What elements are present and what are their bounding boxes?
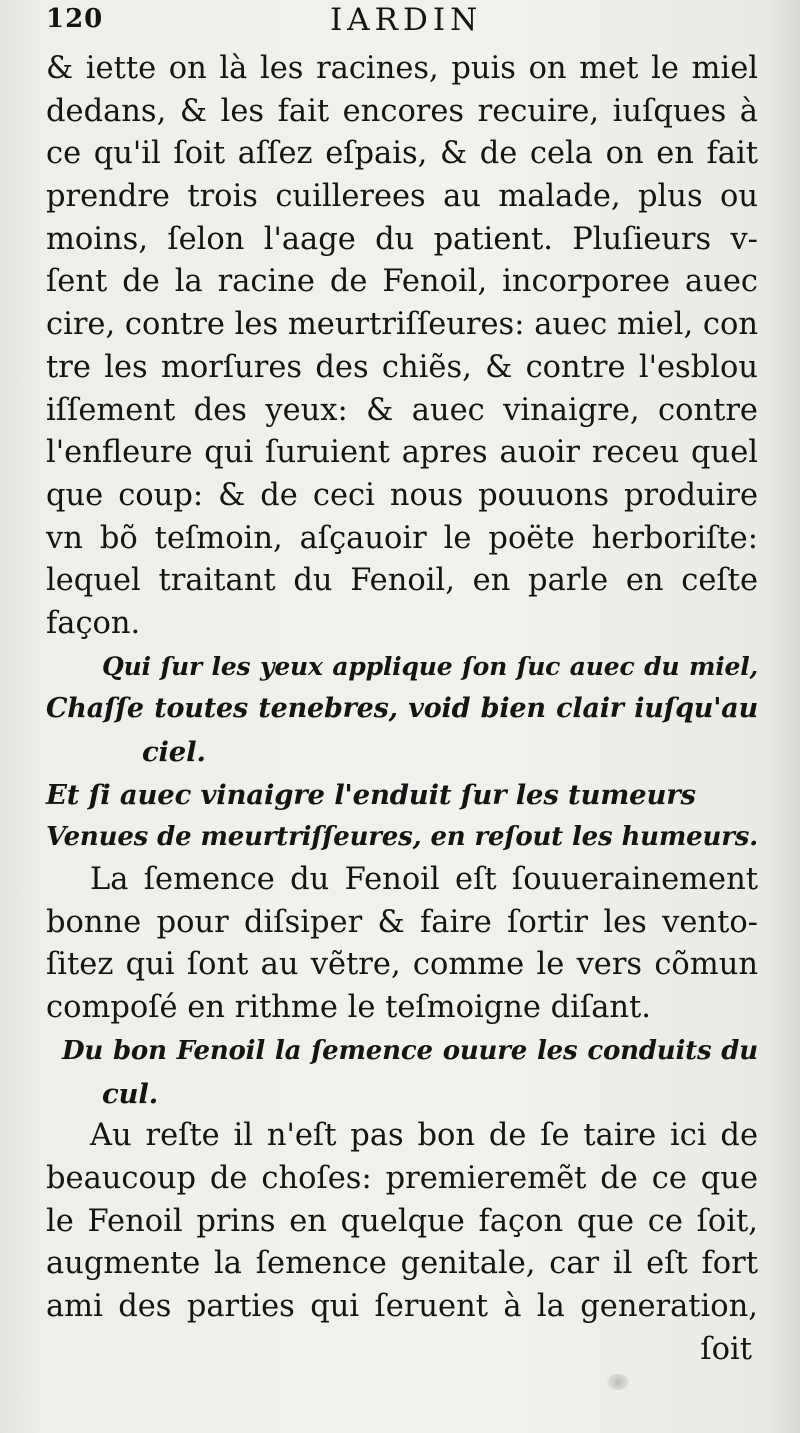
verse-line: Et ſi auec vinaigre l'enduit ſur les tumeurs <box>46 778 696 811</box>
text-line: tre les morſures des chiẽs, & contre l'esblou <box>46 349 758 385</box>
text-line: vn bõ teſmoin, aſçauoir le poëte herboriſte: <box>46 520 758 556</box>
text-line: iſſement des yeux: & auec vinaigre, contre <box>46 392 758 428</box>
text-block <box>46 48 758 1371</box>
verse-line: Chaſſe toutes tenebres, void bien clair iuſqu'au <box>46 693 758 725</box>
text-line: cire, contre les meurtriſſeures: auec miel, con <box>46 307 758 343</box>
text-line: compoſé en rithme le teſmoigne diſant. <box>46 990 651 1026</box>
text-line: beaucoup de choſes: premieremẽt de ce que <box>46 1160 758 1196</box>
text-line: façon. <box>46 605 141 641</box>
text-line: ſitez qui ſont au vẽtre, comme le vers cõmun <box>46 947 758 983</box>
text-line: ce qu'il ſoit aſſez eſpais, & de cela on en fait <box>46 136 758 172</box>
text-line: Au reſte il n'eſt pas bon de ſe taire ici de <box>90 1118 758 1154</box>
running-title: IARDIN <box>330 2 483 38</box>
page-edge-shadow <box>768 0 800 1433</box>
text-line: lequel traitant du Fenoil, en parle en ceſte <box>46 563 758 599</box>
verse-line: cul. <box>102 1077 158 1110</box>
page-number: 120 <box>46 4 104 34</box>
ink-smudge <box>607 1374 629 1390</box>
text-line: ami des parties qui ſeruent à la generation, <box>46 1288 758 1324</box>
verse-line: Venues de meurtriſſeures, en reſout les humeurs. <box>46 822 758 853</box>
text-line: prendre trois cuillerees au malade, plus ou <box>46 179 758 215</box>
text-line: moins, ſelon l'aage du patient. Pluſieurs v- <box>46 221 758 257</box>
text-line: bonne pour diſsiper & faire ſortir les vento- <box>46 904 758 940</box>
catchword: ſoit <box>700 1331 752 1367</box>
page-header <box>0 0 800 44</box>
verse-line: Qui ſur les yeux applique ſon ſuc auec du miel, <box>102 651 758 681</box>
text-line: La ſemence du Fenoil eſt ſouuerainement <box>90 862 758 898</box>
text-line: le Fenoil prins en quelque façon que ce ſoit, <box>46 1203 758 1239</box>
text-line: dedans, & les fait encores recuire, iuſques à <box>46 93 758 129</box>
text-line: & iette on là les racines, puis on met le miel <box>46 51 758 86</box>
text-line: que coup: & de ceci nous pouuons produire <box>46 477 758 513</box>
text-line: l'enfleure qui ſuruient apres auoir receu quel <box>46 435 758 471</box>
verse-line: ciel. <box>142 736 206 768</box>
text-line: augmente la ſemence genitale, car il eſt fort <box>46 1246 758 1282</box>
verse-line: Du bon Fenoil la ſemence ouure les conduits du <box>62 1035 758 1066</box>
text-line: ſent de la racine de Fenoil, incorporee auec <box>46 264 758 300</box>
